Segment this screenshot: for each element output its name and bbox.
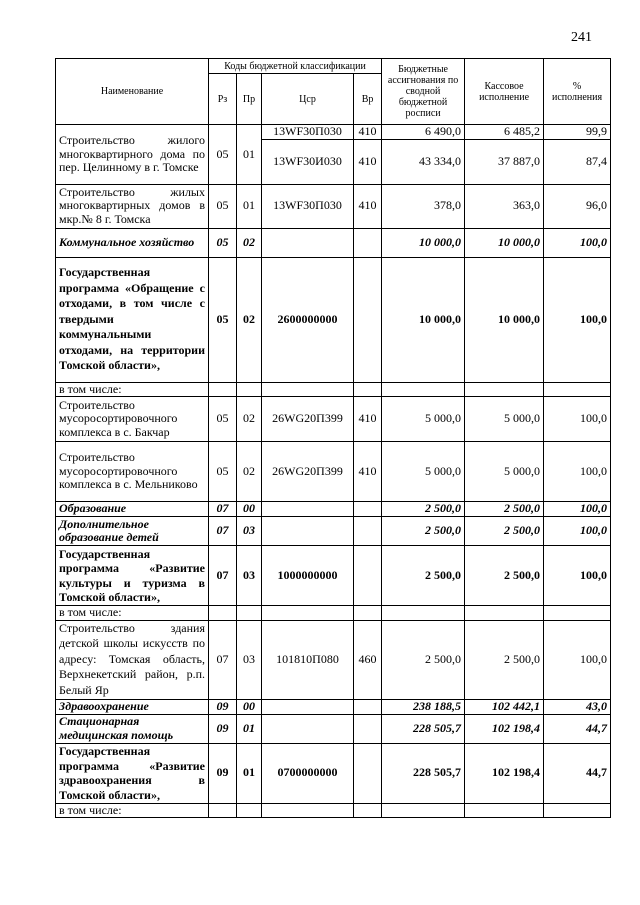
row-pr: 02 xyxy=(237,228,262,257)
row-budget: 43 334,0 xyxy=(382,139,465,184)
row-vr xyxy=(354,699,382,714)
row-budget: 2 500,0 xyxy=(382,502,465,517)
row-name: в том числе: xyxy=(56,382,209,397)
row-csr: 26WG20П399 xyxy=(262,397,354,442)
row-csr xyxy=(262,714,354,743)
row-name: Строительство мусоросортировочного комплекса в с. Бакчар xyxy=(56,397,209,442)
row-pr: 03 xyxy=(237,546,262,606)
row-pr: 01 xyxy=(237,714,262,743)
row-csr: 26WG20П399 xyxy=(262,442,354,502)
row-cash: 363,0 xyxy=(465,184,544,228)
row-name: в том числе: xyxy=(56,803,209,818)
row-percent: 100,0 xyxy=(544,546,611,606)
row-percent: 100,0 xyxy=(544,502,611,517)
row-cash: 5 000,0 xyxy=(465,397,544,442)
row-csr: 13WF30П030 xyxy=(262,184,354,228)
row-vr xyxy=(354,517,382,546)
row-csr: 13WF30П030 xyxy=(262,125,354,140)
budget-execution-table xyxy=(55,58,611,818)
row-name: Коммунальное хозяйство xyxy=(56,228,209,257)
row-percent: 44,7 xyxy=(544,714,611,743)
row-budget: 378,0 xyxy=(382,184,465,228)
page-number: 241 xyxy=(571,30,592,45)
row-name: Стационарная медицинская помощь xyxy=(56,714,209,743)
row-csr xyxy=(262,382,354,397)
row-pr: 00 xyxy=(237,699,262,714)
row-cash: 10 000,0 xyxy=(465,257,544,382)
row-csr: 101810П080 xyxy=(262,620,354,699)
row-rz: 09 xyxy=(209,699,237,714)
row-rz: 07 xyxy=(209,546,237,606)
row-pr: 01 xyxy=(237,184,262,228)
row-percent: 99,9 xyxy=(544,125,611,140)
row-cash: 2 500,0 xyxy=(465,620,544,699)
row-csr: 2600000000 xyxy=(262,257,354,382)
row-vr xyxy=(354,803,382,818)
table-row xyxy=(56,184,611,228)
row-pr: 00 xyxy=(237,502,262,517)
table-row xyxy=(56,517,611,546)
row-vr xyxy=(354,606,382,621)
row-name: в том числе: xyxy=(56,606,209,621)
header-rz: Рз xyxy=(209,74,237,125)
row-cash: 2 500,0 xyxy=(465,546,544,606)
table-row xyxy=(56,699,611,714)
row-rz: 07 xyxy=(209,517,237,546)
row-name: Строительство мусоросортировочного комплекса в с. Мельниково xyxy=(56,442,209,502)
row-budget: 5 000,0 xyxy=(382,397,465,442)
row-percent: 100,0 xyxy=(544,442,611,502)
row-rz: 07 xyxy=(209,502,237,517)
row-rz xyxy=(209,606,237,621)
row-vr: 410 xyxy=(354,139,382,184)
table-row xyxy=(56,228,611,257)
table-row xyxy=(56,257,611,382)
table-row xyxy=(56,397,611,442)
row-rz: 05 xyxy=(209,228,237,257)
row-cash: 5 000,0 xyxy=(465,442,544,502)
row-rz: 05 xyxy=(209,125,237,185)
row-budget xyxy=(382,606,465,621)
row-rz xyxy=(209,382,237,397)
row-cash: 102 198,4 xyxy=(465,743,544,803)
table-row xyxy=(56,125,611,140)
table-row xyxy=(56,546,611,606)
row-csr: 0700000000 xyxy=(262,743,354,803)
row-vr: 410 xyxy=(354,397,382,442)
row-pr xyxy=(237,382,262,397)
row-vr xyxy=(354,502,382,517)
row-pr xyxy=(237,606,262,621)
row-percent xyxy=(544,382,611,397)
row-vr: 410 xyxy=(354,184,382,228)
row-name: Здравоохранение xyxy=(56,699,209,714)
row-pr: 03 xyxy=(237,620,262,699)
row-percent xyxy=(544,803,611,818)
row-budget: 10 000,0 xyxy=(382,228,465,257)
row-cash xyxy=(465,382,544,397)
row-percent: 44,7 xyxy=(544,743,611,803)
table-row xyxy=(56,502,611,517)
row-vr: 410 xyxy=(354,442,382,502)
row-csr xyxy=(262,803,354,818)
row-cash: 37 887,0 xyxy=(465,139,544,184)
row-cash: 2 500,0 xyxy=(465,517,544,546)
header-vr: Вр xyxy=(354,74,382,125)
row-pr: 02 xyxy=(237,257,262,382)
row-percent: 100,0 xyxy=(544,228,611,257)
row-rz: 05 xyxy=(209,397,237,442)
row-csr xyxy=(262,517,354,546)
row-cash xyxy=(465,803,544,818)
row-vr xyxy=(354,257,382,382)
row-csr: 13WF30И030 xyxy=(262,139,354,184)
row-cash: 2 500,0 xyxy=(465,502,544,517)
row-name: Строительство жилого многоквартирного дома по пер. Целинному в г. Томске xyxy=(56,125,209,185)
row-name: Строительство жилых многоквартирных домов в мкр.№ 8 г. Томска xyxy=(56,184,209,228)
table-row xyxy=(56,620,611,699)
header-csr: Цср xyxy=(262,74,354,125)
table-header xyxy=(56,59,611,125)
row-pr: 02 xyxy=(237,397,262,442)
row-budget: 2 500,0 xyxy=(382,517,465,546)
row-cash: 102 198,4 xyxy=(465,714,544,743)
row-pr: 03 xyxy=(237,517,262,546)
row-percent: 96,0 xyxy=(544,184,611,228)
row-budget: 228 505,7 xyxy=(382,743,465,803)
header-pr: Пр xyxy=(237,74,262,125)
row-vr: 410 xyxy=(354,125,382,140)
row-cash: 6 485,2 xyxy=(465,125,544,140)
row-vr xyxy=(354,382,382,397)
row-cash xyxy=(465,606,544,621)
row-pr: 01 xyxy=(237,125,262,185)
row-vr xyxy=(354,743,382,803)
row-csr: 1000000000 xyxy=(262,546,354,606)
row-name: Дополнительное образование детей xyxy=(56,517,209,546)
row-cash: 10 000,0 xyxy=(465,228,544,257)
header-percent: % исполнения xyxy=(544,59,611,125)
row-rz: 05 xyxy=(209,442,237,502)
row-vr xyxy=(354,714,382,743)
row-csr xyxy=(262,699,354,714)
row-budget: 2 500,0 xyxy=(382,546,465,606)
row-budget: 6 490,0 xyxy=(382,125,465,140)
row-budget: 228 505,7 xyxy=(382,714,465,743)
row-csr xyxy=(262,502,354,517)
row-budget: 238 188,5 xyxy=(382,699,465,714)
row-pr: 02 xyxy=(237,442,262,502)
table-row xyxy=(56,803,611,818)
header-codes: Коды бюджетной классификации xyxy=(209,59,382,74)
row-rz: 05 xyxy=(209,184,237,228)
row-percent: 87,4 xyxy=(544,139,611,184)
header-cash: Кассовое исполнение xyxy=(465,59,544,125)
table-row xyxy=(56,743,611,803)
row-name: Государственная программа «Развитие культуры и туризма в Томской области», xyxy=(56,546,209,606)
row-percent xyxy=(544,606,611,621)
row-rz: 09 xyxy=(209,743,237,803)
row-budget: 10 000,0 xyxy=(382,257,465,382)
table-row xyxy=(56,606,611,621)
row-name: Государственная программа «Развитие здравоохранения в Томской области», xyxy=(56,743,209,803)
row-pr xyxy=(237,803,262,818)
row-name: Государственная программа «Обращение с отходами, в том числе с твердыми коммунальными отходами, на территории Томской области», xyxy=(56,257,209,382)
row-budget: 5 000,0 xyxy=(382,442,465,502)
row-name: Образование xyxy=(56,502,209,517)
row-vr: 460 xyxy=(354,620,382,699)
row-percent: 100,0 xyxy=(544,517,611,546)
row-pr: 01 xyxy=(237,743,262,803)
row-budget xyxy=(382,803,465,818)
table-row xyxy=(56,714,611,743)
row-vr xyxy=(354,546,382,606)
row-csr xyxy=(262,228,354,257)
row-percent: 43,0 xyxy=(544,699,611,714)
table-row xyxy=(56,382,611,397)
row-budget xyxy=(382,382,465,397)
row-rz: 05 xyxy=(209,257,237,382)
row-csr xyxy=(262,606,354,621)
row-percent: 100,0 xyxy=(544,397,611,442)
header-budget: Бюджетные ассигнования по сводной бюджетной росписи xyxy=(382,59,465,125)
row-rz: 09 xyxy=(209,714,237,743)
row-rz: 07 xyxy=(209,620,237,699)
row-budget: 2 500,0 xyxy=(382,620,465,699)
row-name: Строительство здания детской школы искусств по адресу: Томская область, Верхнекетский район, р.п. Белый Яр xyxy=(56,620,209,699)
row-percent: 100,0 xyxy=(544,620,611,699)
row-cash: 102 442,1 xyxy=(465,699,544,714)
header-name: Наименование xyxy=(56,59,209,125)
table-row xyxy=(56,442,611,502)
row-percent: 100,0 xyxy=(544,257,611,382)
row-rz xyxy=(209,803,237,818)
row-vr xyxy=(354,228,382,257)
